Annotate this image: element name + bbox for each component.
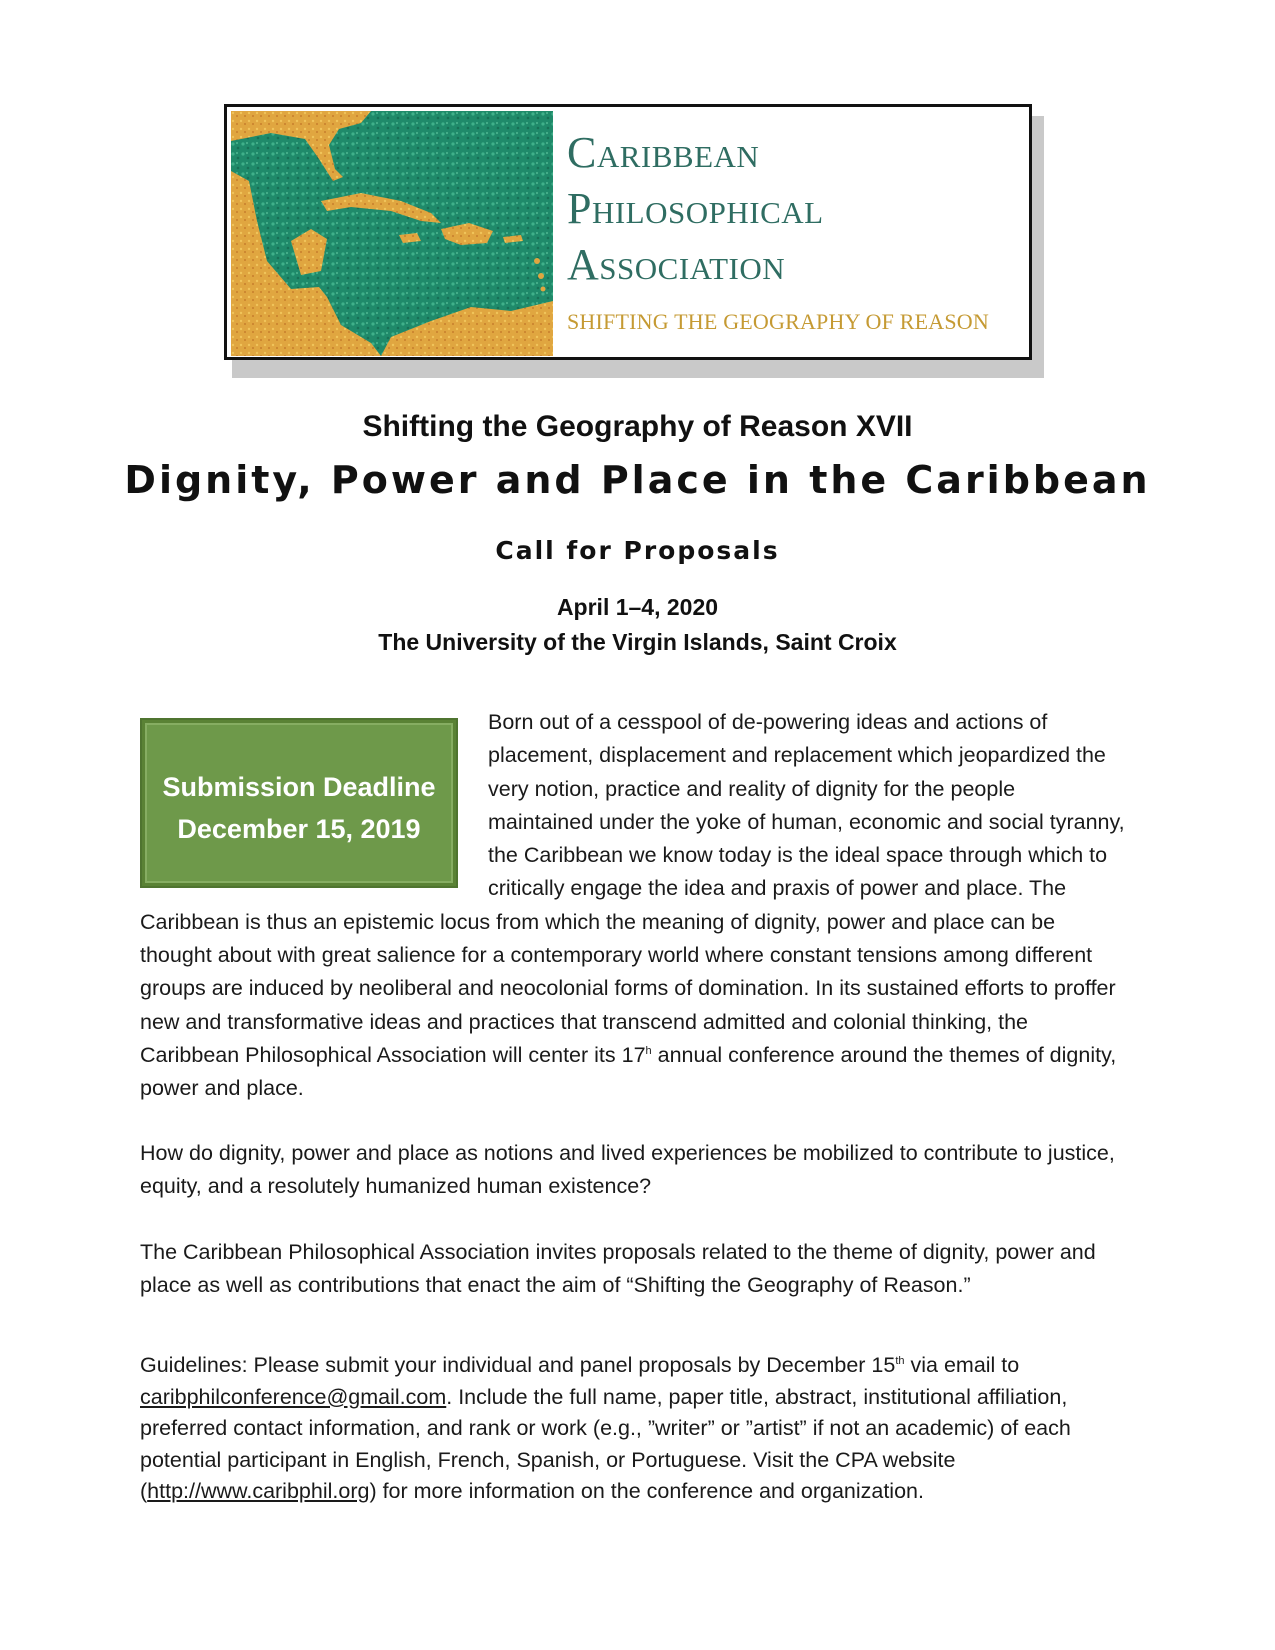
caribbean-map-image [231, 111, 553, 356]
conference-series: Shifting the Geography of Reason XVII [362, 410, 913, 443]
intro-ordinal-suffix: h [645, 1044, 652, 1057]
org-name-line-1: Caribbean [567, 128, 760, 177]
guidelines-text-a: Guidelines: Please submit your individual and panel proposals by December 15 [140, 1353, 896, 1377]
intro-text-a: Born out of a cesspool of de-powering ideas and actions of placement, displacement and replacement which jeopardized the very notion, practice and reality of dignity for the people maintained under the yoke of human, economic and social tyranny, the Caribbean we know today is the ideal space through which to critically engage the idea and praxis of power and place. The Caribbean is thus an epistemic locus from which the meaning of dignity, power and place can be thought about with great salience for a contemporary world where constant tensions among different groups are induced by neoliberal and neocolonial forms of domination. In its sustained efforts to proffer new and transformative ideas and practices that transcend admitted and colonial thinking, the Caribbean Philosophical Association will center its 17 [140, 710, 1125, 1067]
website-link[interactable]: http://www.caribphil.org [147, 1479, 370, 1503]
question-paragraph: How do dignity, power and place as notions and lived experiences be mobilized to contribute to justice, equity, and a resolutely humanized human existence? [140, 1141, 1115, 1199]
banner-text [567, 125, 989, 335]
org-name-line-2: Philosophical [567, 184, 824, 233]
deadline-label: Submission Deadline [162, 772, 436, 802]
email-link[interactable]: caribphilconference@gmail.com [140, 1384, 447, 1409]
guidelines-text-b: via email to [904, 1353, 1020, 1377]
association-banner [224, 104, 1032, 360]
org-tagline: SHIFTING THE GEOGRAPHY OF REASON [567, 309, 989, 334]
conference-dates: April 1–4, 2020 [556, 594, 719, 620]
guidelines-paragraph [140, 1350, 1125, 1508]
deadline-spacer [140, 706, 488, 894]
guidelines-text-d: ) for more information on the conference and organization. [369, 1479, 924, 1503]
conference-theme: Dignity, Power and Place in the Caribbean [124, 458, 1151, 502]
intro-paragraph [140, 706, 1125, 1106]
intro-text-b: annual conference around the themes of dignity, power and place. [140, 1042, 1117, 1101]
deadline-date: December 15, 2019 [177, 814, 421, 844]
org-name-line-3: Association [567, 240, 786, 289]
guidelines-text-c: . Include the full name, paper title, abstract, institutional affiliation, preferred contact information, and rank or work (e.g., ”writer” or ”artist” if not an academic) of each potential participant in English, French, Spanish, or Portuguese. Visit the CPA website ( [140, 1384, 1071, 1503]
invitation-paragraph: The Caribbean Philosophical Association invites proposals related to the theme of dignity, power and place as well as contributions that enact the aim of “Shifting the Geography of Reason.” [140, 1240, 1096, 1298]
guidelines-ordinal-suffix: th [895, 1354, 905, 1367]
conference-venue: The University of the Virgin Islands, Saint Croix [378, 629, 897, 655]
call-for-proposals-heading: Call for Proposals [495, 536, 780, 565]
